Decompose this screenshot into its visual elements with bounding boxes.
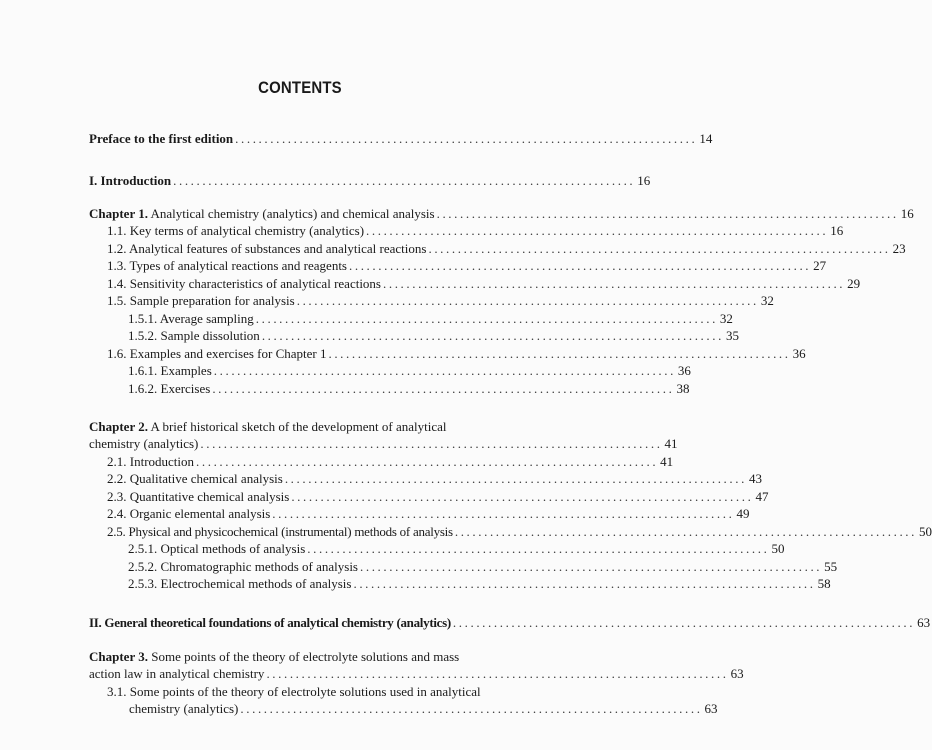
toc-entry-title: chemistry (analytics) bbox=[129, 701, 239, 716]
dot-leader: ............................................................................... bbox=[428, 241, 891, 256]
toc-entry-section bbox=[107, 453, 674, 470]
toc-page-number: 63 bbox=[730, 666, 744, 681]
toc-entry-title: 1.1. Key terms of analytical chemistry (analytics) bbox=[107, 223, 365, 238]
toc-entry-title: chemistry (analytics) bbox=[89, 436, 199, 451]
toc-entry-title: 1.6.1. Examples bbox=[128, 363, 212, 378]
dot-leader: ............................................................................... bbox=[213, 363, 676, 378]
dot-leader: ............................................................................... bbox=[266, 666, 729, 681]
dot-leader: ............................................................................... bbox=[212, 381, 675, 396]
dot-leader: ............................................................................... bbox=[383, 276, 846, 291]
toc-entry-title: 1.3. Types of analytical reactions and reagents bbox=[107, 258, 347, 273]
toc-page-number: 35 bbox=[725, 328, 739, 343]
toc-entry-section-continued bbox=[129, 700, 718, 717]
dot-leader: ............................................................................... bbox=[328, 346, 791, 361]
toc-entry-title: 2.4. Organic elemental analysis bbox=[107, 506, 271, 521]
toc-entry-title: Preface to the first edition bbox=[89, 131, 234, 146]
toc-entry-chapter-2 bbox=[89, 418, 512, 435]
dot-leader: ............................................................................... bbox=[284, 471, 747, 486]
toc-page-number: 58 bbox=[817, 576, 831, 591]
toc-page-number: 38 bbox=[676, 381, 690, 396]
dot-leader: ............................................................................... bbox=[240, 701, 703, 716]
toc-entry-subsection bbox=[128, 575, 831, 592]
toc-entry-title: 1.2. Analytical features of substances and analytical reactions bbox=[107, 241, 427, 256]
toc-page-number: 50 bbox=[771, 541, 785, 556]
toc-page-number: 36 bbox=[792, 346, 806, 361]
dot-leader: ............................................................................... bbox=[272, 506, 735, 521]
toc-entry-subsection bbox=[128, 380, 690, 397]
toc-entry-preface bbox=[89, 130, 713, 147]
toc-chapter-label: Chapter 2. bbox=[89, 419, 148, 434]
toc-entry-title: 2.1. Introduction bbox=[107, 454, 195, 469]
toc-chapter-label: Chapter 1. bbox=[89, 206, 148, 221]
toc-entry-title: 2.5.2. Chromatographic methods of analysis bbox=[128, 559, 358, 574]
dot-leader: ............................................................................... bbox=[360, 559, 823, 574]
toc-entry-section bbox=[107, 523, 932, 540]
toc-entry-title: 1.5.1. Average sampling bbox=[128, 311, 254, 326]
toc-page-number: 16 bbox=[900, 206, 914, 221]
toc-page-number: 41 bbox=[660, 454, 674, 469]
toc-entry-title: 2.5.1. Optical methods of analysis bbox=[128, 541, 306, 556]
dot-leader: ............................................................................... bbox=[200, 436, 663, 451]
dot-leader: ............................................................................... bbox=[261, 328, 724, 343]
toc-chapter-label: Chapter 3. bbox=[89, 649, 148, 664]
toc-entry-section bbox=[107, 222, 844, 239]
toc-entry-title: 1.5.2. Sample dissolution bbox=[128, 328, 260, 343]
dot-leader: ............................................................................... bbox=[454, 524, 917, 539]
dot-leader: ............................................................................... bbox=[349, 258, 812, 273]
toc-page-number: 36 bbox=[677, 363, 691, 378]
toc-entry-chapter-3 bbox=[89, 648, 512, 665]
toc-entry-title: 1.6. Examples and exercises for Chapter 1 bbox=[107, 346, 327, 361]
toc-entry-section bbox=[107, 683, 512, 700]
dot-leader: ............................................................................... bbox=[296, 293, 759, 308]
toc-page-number: 43 bbox=[748, 471, 762, 486]
dot-leader: ............................................................................... bbox=[366, 223, 829, 238]
toc-entry-title: 1.4. Sensitivity characteristics of analytical reactions bbox=[107, 276, 381, 291]
toc-entry-title: 2.5. Physical and physicochemical (instrumental) methods of analysis bbox=[107, 524, 453, 539]
toc-entry-subsection bbox=[128, 327, 739, 344]
toc-entry-title: action law in analytical chemistry bbox=[89, 666, 265, 681]
toc-page-number: 63 bbox=[704, 701, 718, 716]
toc-entry-subsection bbox=[128, 362, 691, 379]
toc-page-number: 14 bbox=[699, 131, 713, 146]
toc-page-number: 55 bbox=[824, 559, 838, 574]
toc-page-number: 27 bbox=[813, 258, 827, 273]
toc-entry-title: 2.2. Qualitative chemical analysis bbox=[107, 471, 283, 486]
toc-entry-part-2 bbox=[89, 614, 931, 631]
toc-page-number: 16 bbox=[637, 173, 651, 188]
toc-page-number: 50 bbox=[919, 524, 932, 539]
toc-page-number: 16 bbox=[830, 223, 844, 238]
page-title: CONTENTS bbox=[258, 78, 342, 97]
toc-entry-title: I. Introduction bbox=[89, 173, 172, 188]
toc-entry-title: 1.5. Sample preparation for analysis bbox=[107, 293, 295, 308]
dot-leader: ............................................................................... bbox=[353, 576, 816, 591]
toc-page-number: 63 bbox=[917, 615, 931, 630]
dot-leader: ............................................................................... bbox=[436, 206, 899, 221]
toc-entry-title: 3.1. Some points of the theory of electrolyte solutions used in analytical bbox=[107, 684, 481, 699]
dot-leader: ............................................................................... bbox=[452, 615, 916, 630]
toc-page-number: 41 bbox=[664, 436, 678, 451]
toc-entry-section bbox=[107, 240, 906, 257]
toc-page-number: 32 bbox=[719, 311, 733, 326]
toc-page-number: 49 bbox=[736, 506, 750, 521]
toc-entry-section bbox=[107, 292, 774, 309]
toc-entry-title: Some points of the theory of electrolyte solutions and mass bbox=[147, 649, 460, 664]
toc-entry-section bbox=[107, 257, 827, 274]
toc-entry-title: 2.5.3. Electrochemical methods of analysis bbox=[128, 576, 352, 591]
toc-page-number: 29 bbox=[847, 276, 861, 291]
toc-entry-subsection bbox=[128, 540, 785, 557]
toc-entry-section bbox=[107, 345, 806, 362]
toc-entry-chapter-3-continued bbox=[89, 665, 744, 682]
toc-entry-title: 1.6.2. Exercises bbox=[128, 381, 211, 396]
toc-entry-title: Analytical chemistry (analytics) and chemical analysis bbox=[147, 206, 435, 221]
toc-entry-subsection bbox=[128, 310, 733, 327]
dot-leader: ............................................................................... bbox=[173, 173, 636, 188]
toc-entry-section bbox=[107, 488, 769, 505]
dot-leader: ............................................................................... bbox=[255, 311, 718, 326]
toc-page-number: 32 bbox=[760, 293, 774, 308]
toc-entry-section bbox=[107, 470, 762, 487]
dot-leader: ............................................................................... bbox=[235, 131, 698, 146]
toc-entry-section bbox=[107, 275, 861, 292]
toc-entry-subsection bbox=[128, 558, 838, 575]
toc-entry-title: II. General theoretical foundations of analytical chemistry (analytics) bbox=[89, 615, 451, 630]
toc-entry-chapter-2-continued bbox=[89, 435, 678, 452]
toc-entry-title: 2.3. Quantitative chemical analysis bbox=[107, 489, 290, 504]
toc-entry-section bbox=[107, 505, 750, 522]
dot-leader: ............................................................................... bbox=[196, 454, 659, 469]
toc-page-number: 47 bbox=[755, 489, 769, 504]
dot-leader: ............................................................................... bbox=[307, 541, 770, 556]
toc-entry-chapter-1 bbox=[89, 205, 914, 222]
dot-leader: ............................................................................... bbox=[291, 489, 754, 504]
toc-entry-title: A brief historical sketch of the development of analytical bbox=[147, 419, 447, 434]
toc-page-number: 23 bbox=[892, 241, 906, 256]
toc-entry-introduction bbox=[89, 172, 651, 189]
